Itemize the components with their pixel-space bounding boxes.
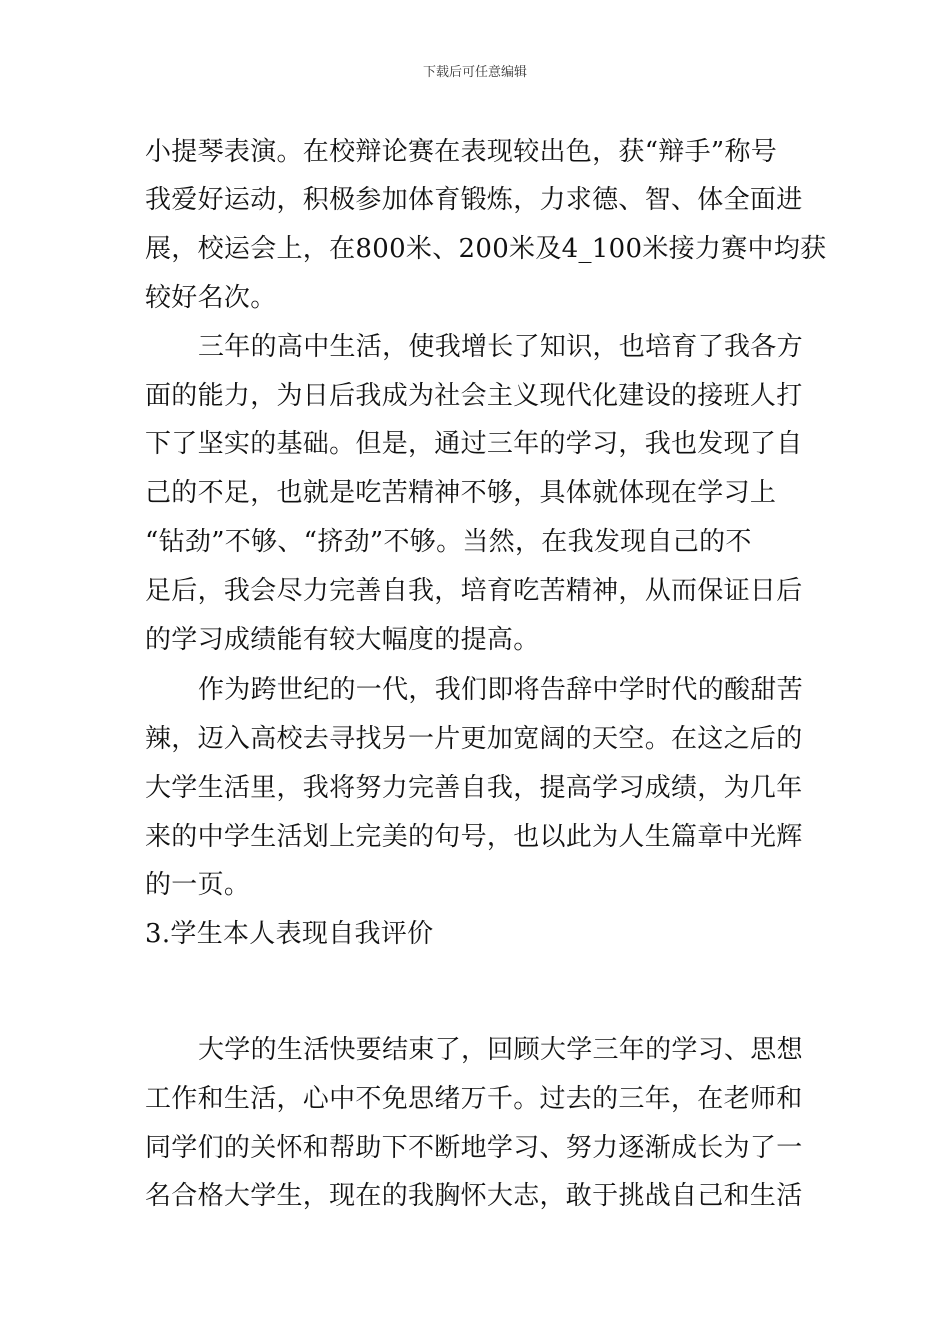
text-line: 三年的高中生活，使我增长了知识，也培育了我各方 [198,332,803,362]
text-line: 较好名次。 [145,283,277,313]
text-line: 我爱好运动，积极参加体育锻炼，力求德、智、体全面进 [145,185,803,215]
text-line: 小提琴表演。在校辩论赛在表现较出色，获“辩手”称号 [145,137,778,167]
text-line: 作为跨世纪的一代，我们即将告辞中学时代的酸甜苦 [198,675,803,705]
text-line: 辣，迈入高校去寻找另一片更加宽阔的天空。在这之后的 [145,724,803,754]
text-line: 下了坚实的基础。但是，通过三年的学习，我也发现了自 [145,429,803,459]
text-line: 工作和生活，心中不免思绪万千。过去的三年，在老师和 [145,1084,803,1114]
section-heading: 3.学生本人表现自我评价 [145,919,434,949]
text-line: 来的中学生活划上完美的句号，也以此为人生篇章中光辉 [145,822,803,852]
text-line: “钻劲”不够、“挤劲”不够。当然，在我发现自己的不 [145,527,752,557]
text-line: 名合格大学生，现在的我胸怀大志，敢于挑战自己和生活 [145,1181,803,1211]
page-header: 下载后可任意编辑 [422,65,527,80]
text-line: 面的能力，为日后我成为社会主义现代化建设的接班人打 [145,381,803,411]
text-line: 的一页。 [145,870,251,900]
text-line: 足后，我会尽力完善自我，培育吃苦精神，从而保证日后 [145,576,803,606]
text-line: 己的不足，也就是吃苦精神不够，具体就体现在学习上 [145,478,777,508]
text-line: 展，校运会上，在800米、200米及4_100米接力赛中均获 [145,234,827,264]
text-line: 的学习成绩能有较大幅度的提高。 [145,625,540,655]
text-line: 大学的生活快要结束了，回顾大学三年的学习、思想 [198,1035,803,1065]
text-line: 同学们的关怀和帮助下不断地学习、努力逐渐成长为了一 [145,1133,803,1163]
text-line: 大学生活里，我将努力完善自我，提高学习成绩，为几年 [145,773,803,803]
